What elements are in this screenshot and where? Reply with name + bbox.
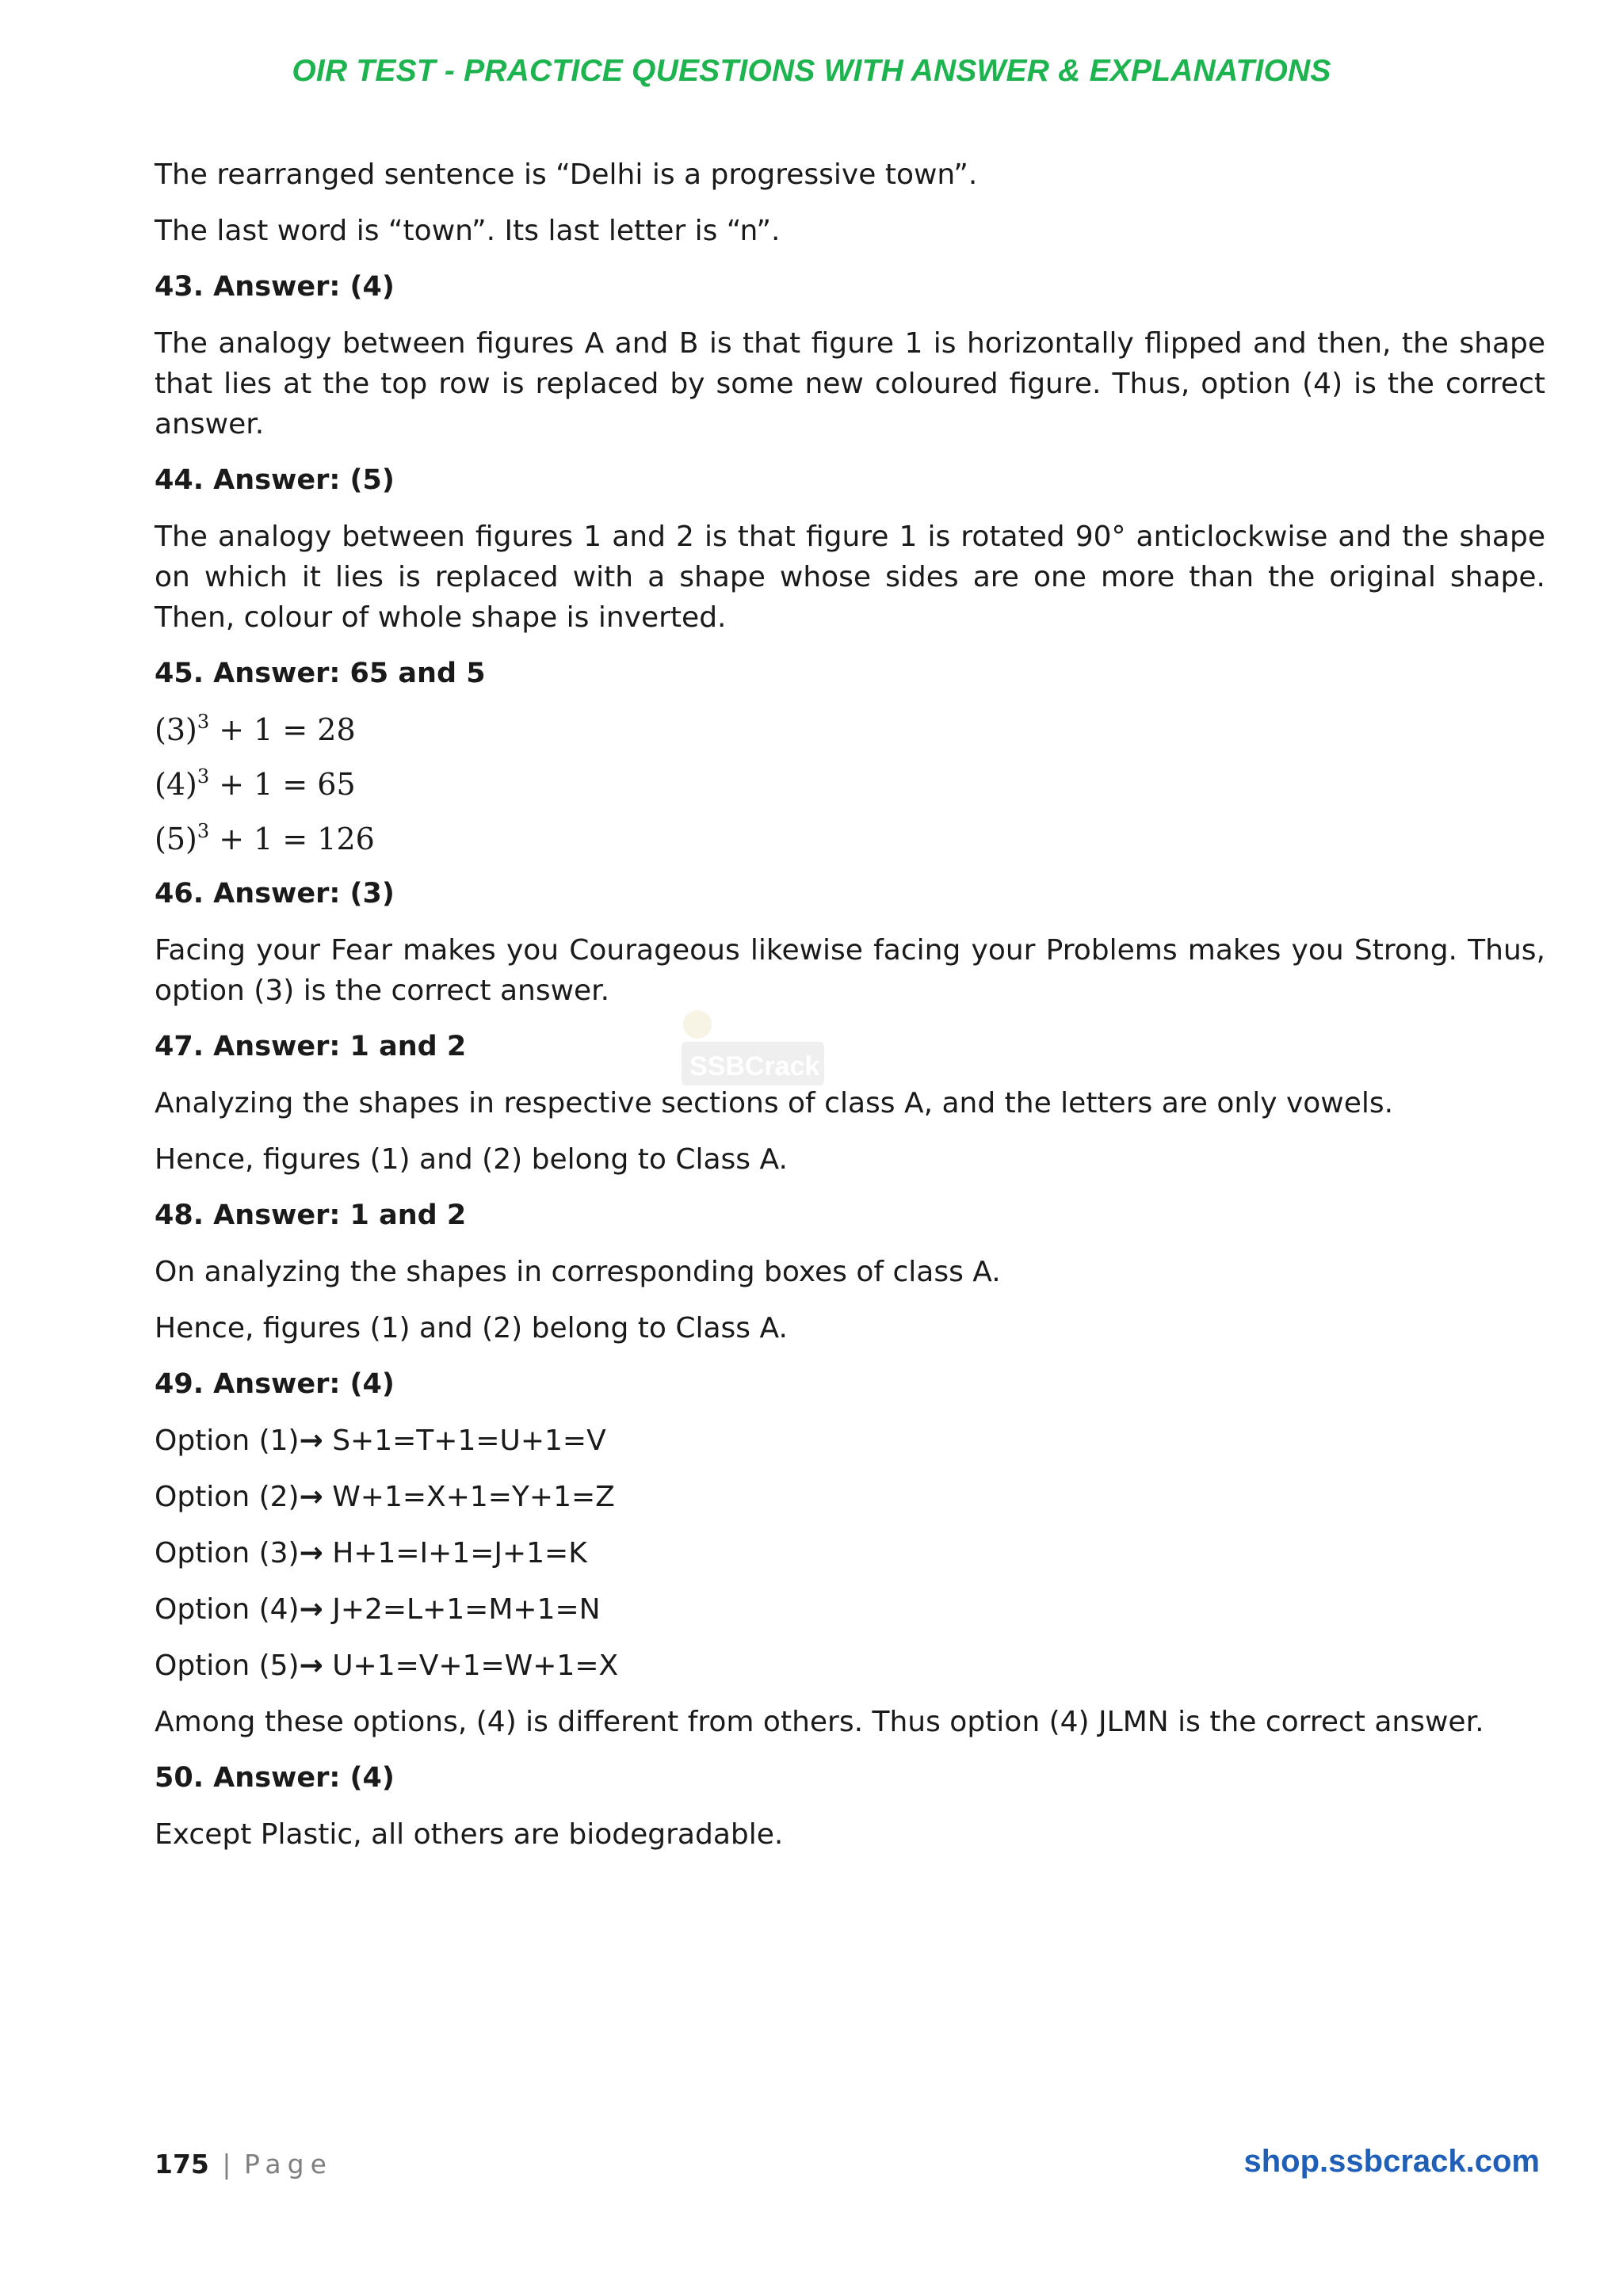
eq-rest: + 1 = 65	[209, 767, 356, 802]
answer-heading-43: 43. Answer: (4)	[155, 271, 395, 303]
explanation-48b: Hence, figures (1) and (2) belong to Class A.	[155, 1312, 788, 1344]
option-label: Option (5)	[155, 1650, 300, 1682]
eq-base: (3)	[155, 712, 197, 747]
right-arrow-icon: →	[299, 1650, 323, 1682]
paragraph: The rearranged sentence is “Delhi is a progressive town”.	[155, 158, 978, 191]
eq-rest: + 1 = 28	[209, 712, 356, 747]
explanation-50: Except Plastic, all others are biodegradable.	[155, 1818, 784, 1851]
right-arrow-icon: →	[299, 1481, 323, 1513]
equation-45-1	[155, 710, 1545, 750]
answer-heading-49: 49. Answer: (4)	[155, 1368, 395, 1400]
website-link[interactable]: shop.ssbcrack.com	[1243, 2144, 1540, 2179]
equation-45-3	[155, 819, 1545, 860]
option-text: U+1=V+1=W+1=X	[323, 1650, 619, 1682]
option-line-1	[155, 1421, 1545, 1461]
page-number: 175	[155, 2149, 209, 2180]
right-arrow-icon: →	[299, 1425, 323, 1457]
answer-heading-50: 50. Answer: (4)	[155, 1762, 395, 1794]
page-header-title: OIR TEST - PRACTICE QUESTIONS WITH ANSWER & EXPLANATIONS	[292, 54, 1331, 88]
explanation-47b: Hence, figures (1) and (2) belong to Class A.	[155, 1143, 788, 1176]
eq-exponent: 3	[197, 820, 210, 842]
watermark-text: SSBCrack SHOP	[689, 1051, 904, 1081]
right-arrow-icon: →	[299, 1537, 323, 1569]
explanation-48a: On analyzing the shapes in corresponding boxes of class A.	[155, 1256, 1001, 1288]
explanation-46: Facing your Fear makes you Courageous likewise facing your Problems makes you Strong. Thus, option (3) is the correct answer.	[155, 934, 1545, 1007]
option-line-2	[155, 1477, 1545, 1517]
option-text: H+1=I+1=J+1=K	[323, 1537, 587, 1569]
footer-separator: |	[222, 2149, 231, 2180]
eq-exponent: 3	[197, 765, 210, 788]
option-text: J+2=L+1=M+1=N	[323, 1593, 601, 1626]
explanation-47a: Analyzing the shapes in respective sections of class A, and the letters are only vowels.	[155, 1087, 1394, 1119]
page-footer-number	[155, 2149, 333, 2180]
eq-base: (4)	[155, 767, 197, 802]
option-label: Option (4)	[155, 1593, 300, 1626]
eq-base: (5)	[155, 822, 197, 856]
answer-heading-44: 44. Answer: (5)	[155, 464, 395, 496]
option-label: Option (3)	[155, 1537, 300, 1569]
option-line-4	[155, 1589, 1545, 1630]
answer-heading-48: 48. Answer: 1 and 2	[155, 1199, 467, 1231]
equation-45-2	[155, 765, 1545, 805]
answer-heading-47: 47. Answer: 1 and 2	[155, 1031, 467, 1062]
answer-heading-45: 45. Answer: 65 and 5	[155, 658, 486, 689]
option-label: Option (2)	[155, 1481, 300, 1513]
explanation-44: The analogy between figures 1 and 2 is that figure 1 is rotated 90° anticlockwise and the shape on which it lies is replaced with a shape whose sides are one more than the original shape. Then, colour of whole shape is inverted.	[155, 521, 1545, 634]
eq-rest: + 1 = 126	[209, 822, 375, 856]
option-text: S+1=T+1=U+1=V	[323, 1425, 606, 1457]
answer-heading-46: 46. Answer: (3)	[155, 878, 395, 910]
explanation-43: The analogy between figures A and B is that figure 1 is horizontally flipped and then, the shape that lies at the top row is replaced by some new coloured figure. Thus, option (4) is the correct answer.	[155, 327, 1545, 441]
explanation-49: Among these options, (4) is different from others. Thus option (4) JLMN is the correct answer.	[155, 1706, 1484, 1738]
eq-exponent: 3	[197, 711, 210, 733]
answers-content	[155, 154, 1545, 1871]
option-line-3	[155, 1533, 1545, 1573]
option-line-5	[155, 1646, 1545, 1686]
page-label: Page	[244, 2149, 333, 2180]
right-arrow-icon: →	[299, 1593, 323, 1626]
option-label: Option (1)	[155, 1425, 300, 1457]
paragraph: The last word is “town”. Its last letter is “n”.	[155, 215, 781, 247]
option-text: W+1=X+1=Y+1=Z	[323, 1481, 615, 1513]
